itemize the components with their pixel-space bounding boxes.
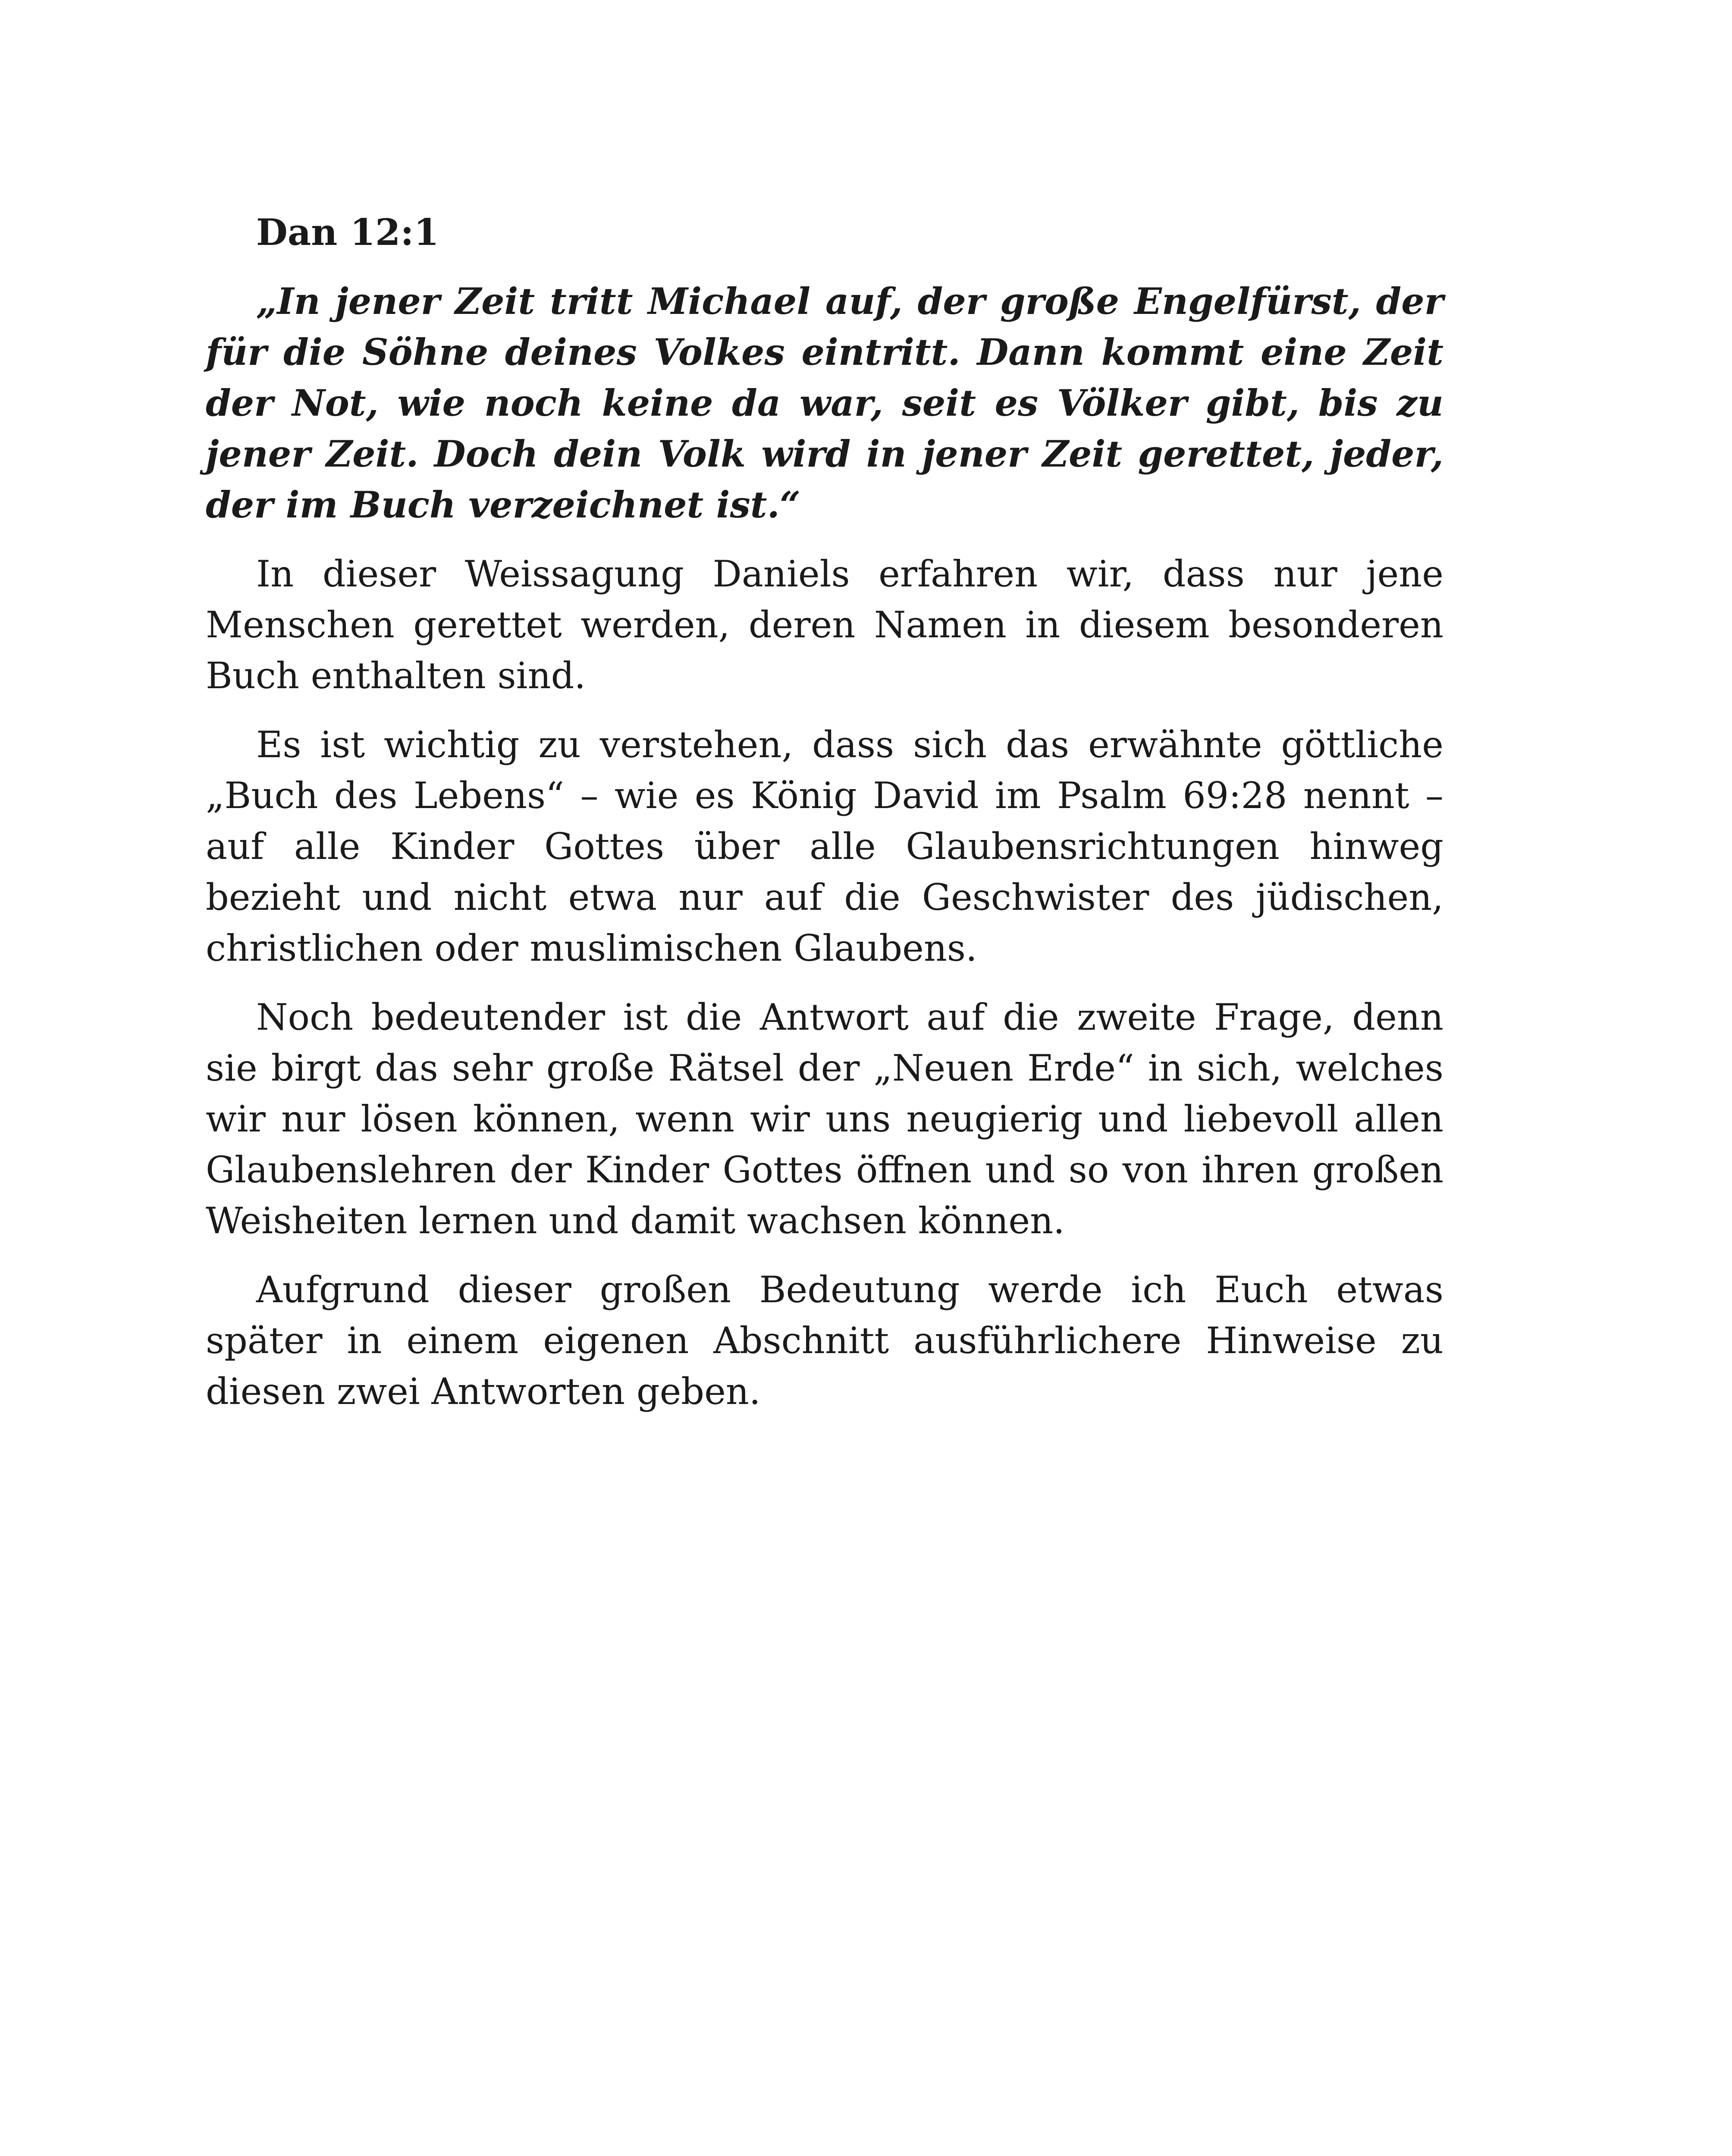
paragraph-4: Aufgrund dieser großen Bedeutung werde ich Euch etwas später in einem eigenen Abschnitt ausführlichere Hinweise zu diesen zwei Antworten geben. [206,1269,1443,1413]
paragraph-2: Es ist wichtig zu verstehen, dass sich das erwähnte göttliche „Buch des Lebens“ – wie es König David im Psalm 69:28 nennt – auf alle Kinder Gottes über alle Glaubensrichtungen hinweg bezieht und nicht etwa nur auf die Geschwister des jüdischen, christlichen oder muslimischen Glaubens. [206,724,1443,969]
bible-quote: „In jener Zeit tritt Michael auf, der große Engelfürst, der für die Söhne deines Volkes eintritt. Dann kommt eine Zeit der Not, wie noch keine da war, seit es Völker gibt, bis zu jener Zeit. Doch dein Volk wird in jener Zeit gerettet, jeder, der im Buch verzeichnet ist.“ [206,280,1443,526]
body-text [206,207,1443,1435]
paragraph-1: In dieser Weissagung Daniels erfahren wir, dass nur jene Menschen gerettet werden, deren Namen in diesem besonderen Buch enthalten sind. [206,553,1443,697]
verse-reference: Dan 12:1 [256,211,439,254]
paragraph-3: Noch bedeutender ist die Antwort auf die zweite Frage, denn sie birgt das sehr große Rätsel der „Neuen Erde“ in sich, welches wir nur lösen können, wenn wir uns neugierig und liebevoll allen Glaubenslehren der Kinder Gottes öffnen und so von ihren großen Weisheiten lernen und damit wachsen können. [206,996,1443,1242]
